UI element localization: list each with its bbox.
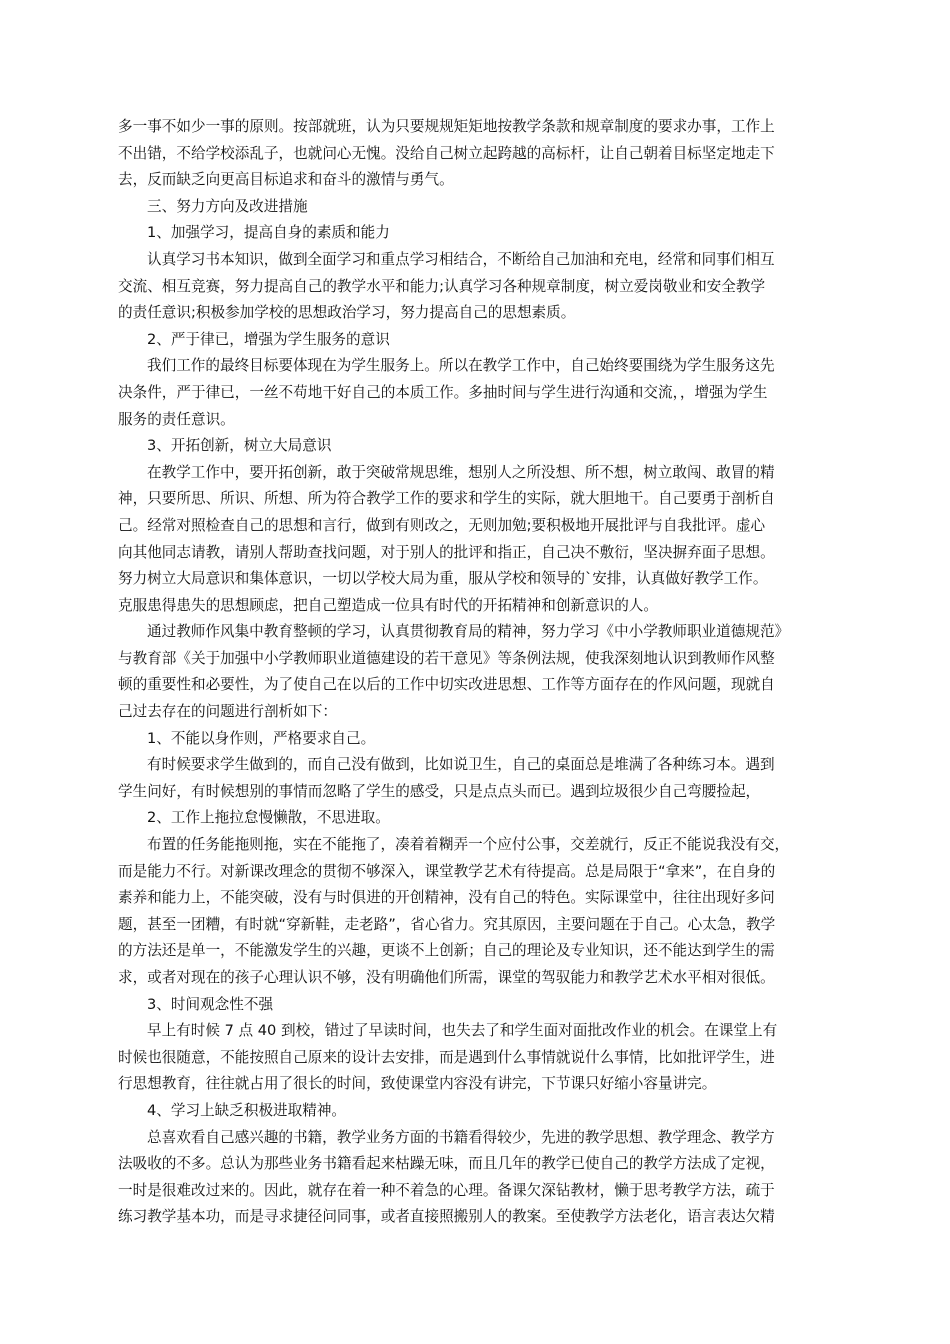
- text-line: 学生问好，有时候想别的事情而忽略了学生的感受，只是点点头而已。遇到垃圾很少自己弯腰捡起，: [118, 782, 761, 800]
- text-line: 不出错，不给学校添乱子，也就问心无愧。没给自己树立起跨越的高标杆，让自己朝着目标坚定地走下: [118, 144, 775, 162]
- text-line: 素养和能力上，不能突破，没有与时俱进的开创精神，没有自己的特色。实际课堂中，往往出现好多问: [118, 889, 775, 907]
- text-line: 4、学习上缺乏积极进取精神。: [147, 1101, 347, 1119]
- text-line: 2、严于律已，增强为学生服务的意识: [147, 330, 390, 348]
- text-line: 神，只要所思、所识、所想、所为符合教学工作的要求和学生的实际，就大胆地干。自己要勇于剖析自: [118, 490, 775, 508]
- text-line: 2、工作上拖拉怠慢懒散，不思进取。: [147, 809, 390, 827]
- text-line: 决条件，严于律已，一丝不苟地干好自己的本质工作。多抽时间与学生进行沟通和交流，，增强为学生: [118, 383, 768, 401]
- text-line: 服务的责任意识。: [118, 410, 235, 428]
- text-line: 三、努力方向及改进措施: [147, 197, 308, 215]
- text-line: 去，反而缺乏向更高目标追求和奋斗的激情与勇气。: [118, 171, 454, 189]
- text-line: 1、不能以身作则，严格要求自己。: [147, 729, 376, 747]
- text-line: 一时是很难改过来的。因此，就存在着一种不着急的心理。备课欠深钻教材，懒于思考教学方法，疏于: [118, 1181, 775, 1199]
- text-line: 练习教学基本功，而是寻求捷径问同事，或者直接照搬别人的教案。至使教学方法老化，语言表达欠精: [118, 1208, 775, 1226]
- text-line: 1、加强学习，提高自身的素质和能力: [147, 224, 390, 242]
- text-line: 法吸收的不多。总认为那些业务书籍看起来枯躁无味，而且几年的教学已使自己的教学方法成了定视，: [118, 1155, 775, 1173]
- text-line: 在教学工作中，要开拓创新，敢于突破常规思维，想别人之所没想、所不想，树立敢闯、敢冒的精: [147, 463, 775, 481]
- text-line: 与教育部《关于加强中小学教师职业道德建设的若干意见》等条例法规，使我深刻地认识到教师作风整: [118, 649, 775, 667]
- text-line: 交流、相互竞赛，努力提高自己的教学水平和能力;认真学习各种规章制度，树立爱岗敬业和安全教学: [118, 277, 766, 295]
- text-line: 我们工作的最终目标要体现在为学生服务上。所以在教学工作中，自己始终要围绕为学生服务这先: [147, 357, 775, 375]
- text-line: 顿的重要性和必要性，为了使自己在以后的工作中切实改进思想、工作等方面存在的作风问题，现就自: [118, 676, 775, 694]
- document-body: [118, 114, 834, 1231]
- text-line: 向其他同志请教，请别人帮助查找问题，对于别人的批评和指正，自己决不敷衍，坚决摒弃面子思想。: [118, 543, 775, 561]
- text-line: 克服患得患失的思想顾虑，把自己塑造成一位具有时代的开拓精神和创新意识的人。: [118, 596, 658, 614]
- text-line: 己。经常对照检查自己的思想和言行，做到有则改之，无则加勉;要积极地开展批评与自我批评。虚心: [118, 516, 766, 534]
- text-line: 行思想教育，往往就占用了很长的时间，致使课堂内容没有讲完，下节课只好缩小容量讲完。: [118, 1075, 717, 1093]
- text-line: 时候也很随意，不能按照自己原来的设计去安排，而是遇到什么事情就说什么事情，比如批评学生，进: [118, 1048, 775, 1066]
- text-line: 总喜欢看自己感兴趣的书籍，教学业务方面的书籍看得较少，先进的教学思想、教学理念、教学方: [147, 1128, 775, 1146]
- text-line: 己过去存在的问题进行剖析如下：: [118, 703, 337, 721]
- text-line: 努力树立大局意识和集体意识，一切以学校大局为重，服从学校和领导的`安排，认真做好教学工作。: [118, 570, 768, 588]
- text-line: 3、开拓创新，树立大局意识: [147, 437, 332, 455]
- text-line: 3、时间观念性不强: [147, 995, 274, 1013]
- text-line: 早上有时候 7 点 40 到校，错过了早读时间，也失去了和学生面对面批改作业的机会。在课堂上有: [147, 1022, 778, 1040]
- text-line: 有时候要求学生做到的，而自己没有做到，比如说卫生，自己的桌面总是堆满了各种练习本。遇到: [147, 756, 775, 774]
- text-line: 求，或者对现在的孩子心理认识不够，没有明确他们所需，课堂的驾驭能力和教学艺术水平相对很低。: [118, 969, 775, 986]
- text-line: 而是能力不行。对新课改理念的贯彻不够深入，课堂教学艺术有待提高。总是局限于“拿来”，在自身的: [118, 862, 776, 880]
- text-line: 布置的任务能拖则拖，实在不能拖了，凑着着糊弄一个应付公事，交差就行，反正不能说我没有交，: [147, 836, 790, 854]
- text-line: 的责任意识;积极参加学校的思想政治学习，努力提高自己的思想素质。: [118, 304, 576, 322]
- text-line: 多一事不如少一事的原则。按部就班，认为只要规规矩矩地按教学条款和规章制度的要求办事，工作上: [118, 118, 775, 135]
- text-line: 的方法还是单一，不能激发学生的兴趣，更谈不上创新；自己的理论及专业知识，还不能达到学生的需: [118, 942, 775, 960]
- text-line: 认真学习书本知识，做到全面学习和重点学习相结合，不断给自己加油和充电，经常和同事们相互: [147, 250, 775, 268]
- text-line: 题，甚至一团糟，有时就“穿新鞋，走老路”，省心省力。究其原因，主要问题在于自己。心太急，教学: [118, 915, 776, 933]
- text-line: 通过教师作风集中教育整顿的学习，认真贯彻教育局的精神，努力学习《中小学教师职业道德规范》: [147, 623, 790, 641]
